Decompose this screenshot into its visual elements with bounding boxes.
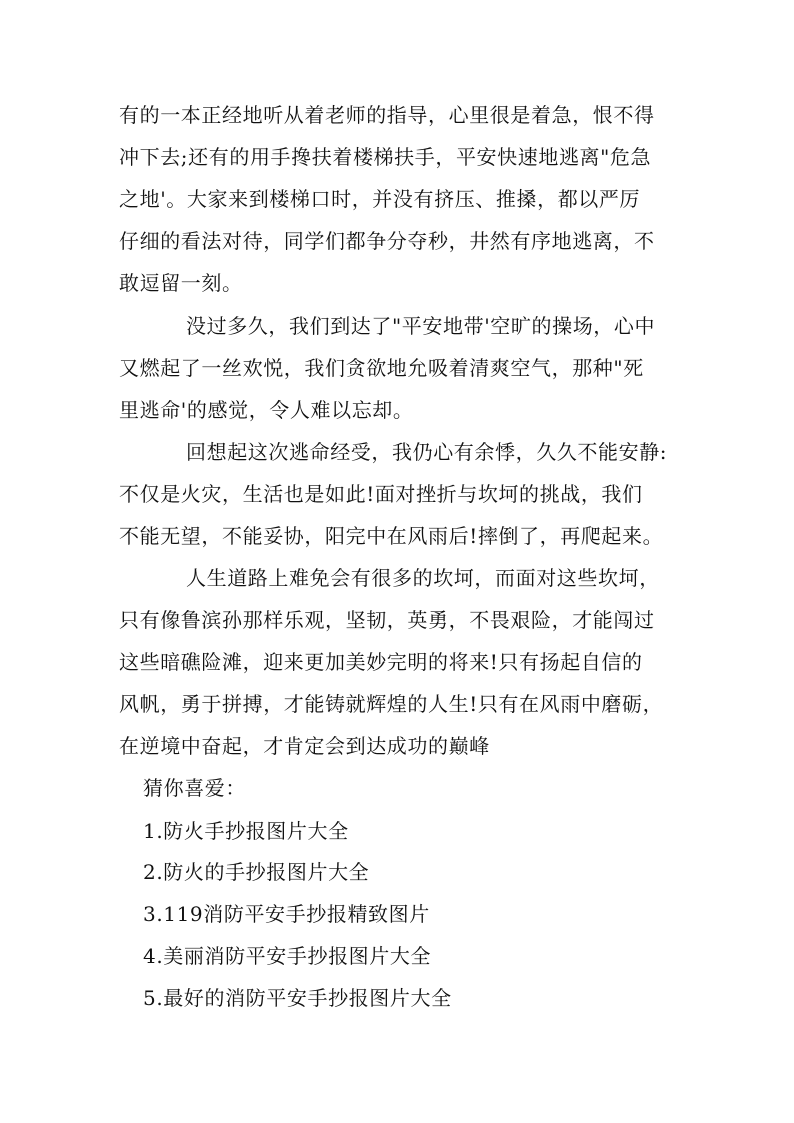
related-link-2[interactable]: 2.防火的手抄报图片大全 [143,860,370,884]
related-link-4[interactable]: 4.美丽消防平安手抄报图片大全 [143,944,432,968]
paragraph-1-line-2: 冲下去;还有的用手搀扶着楼梯扶手，平安快速地逃离"危急 [119,145,652,169]
paragraph-2-line-3: 里逃命'的感觉，令人难以忘却。 [119,398,414,422]
paragraph-4-line-5: 在逆境中奋起，才肯定会到达成功的巅峰 [119,734,490,758]
paragraph-2-line-1: 没过多久，我们到达了"平安地带'空旷的操场，心中 [186,314,656,338]
paragraph-4-line-3: 这些暗礁险滩，迎来更加美妙完明的将来!只有扬起自信的 [119,650,643,674]
paragraph-1-line-1: 有的一本正经地听从着老师的指导，心里很是着急，恨不得 [119,103,655,127]
paragraph-3-line-3: 不能无望，不能妥协，阳完中在风雨后!摔倒了，再爬起来。 [119,524,664,548]
related-link-3[interactable]: 3.119消防平安手抄报精致图片 [143,902,430,926]
paragraph-3-line-2: 不仅是火灾，生活也是如此!面对挫折与坎坷的挑战，我们 [119,482,643,506]
paragraph-3-line-1: 回想起这次逃命经受，我仍心有余悸，久久不能安静: [186,440,668,464]
related-link-1[interactable]: 1.防火手抄报图片大全 [143,819,349,843]
paragraph-1-line-3: 之地'。大家来到楼梯口时，并没有挤压、推搡，都以严厉 [119,187,641,211]
paragraph-2-line-2: 又燃起了一丝欢悦，我们贪欲地允吸着清爽空气，那种"死 [119,356,644,380]
paragraph-4-line-4: 风帆，勇于拼搏，才能铸就辉煌的人生!只有在风雨中磨砺， [119,692,664,716]
paragraph-4-line-2: 只有像鲁滨孙那样乐观，坚韧，英勇，不畏艰险，才能闯过 [119,608,655,632]
related-heading: 猜你喜爱： [143,776,246,800]
related-link-5[interactable]: 5.最好的消防平安手抄报图片大全 [143,986,452,1010]
paragraph-4-line-1: 人生道路上难免会有很多的坎坷，而面对这些坎坷， [186,566,660,590]
paragraph-1-line-5: 敢逗留一刻。 [119,271,243,295]
paragraph-1-line-4: 仔细的看法对待，同学们都争分夺秒，井然有序地逃离，不 [119,229,655,253]
